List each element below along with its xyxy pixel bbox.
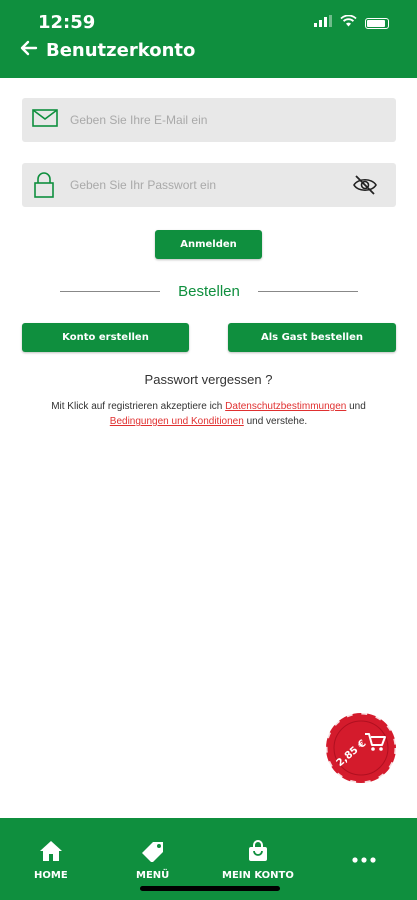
status-icons <box>314 14 389 32</box>
terms-suffix: und verstehe. <box>243 416 308 427</box>
envelope-icon <box>32 108 58 133</box>
nav-menu-label: MENÜ <box>136 870 170 881</box>
more-dots-icon <box>352 850 376 868</box>
conditions-link[interactable]: Bedingungen und Konditionen <box>109 416 244 427</box>
create-account-button[interactable]: Konto erstellen <box>22 323 189 352</box>
nav-home[interactable] <box>34 840 68 881</box>
terms-prefix: Mit Klick auf registrieren akzeptiere ich <box>51 401 226 412</box>
nav-account-label: MEIN KONTO <box>222 870 294 881</box>
privacy-link[interactable]: Datenschutzbestimmungen <box>225 401 347 412</box>
nav-more[interactable] <box>352 850 376 868</box>
divider-line-right <box>258 291 358 292</box>
nav-home-label: HOME <box>34 870 68 881</box>
order-divider-label: Bestellen <box>178 283 240 300</box>
forgot-password-link[interactable]: Passwort vergessen ? <box>144 372 273 387</box>
password-field[interactable] <box>22 163 396 207</box>
eye-off-icon[interactable] <box>352 174 378 201</box>
battery-icon <box>365 18 389 29</box>
home-indicator <box>140 886 280 891</box>
lock-icon <box>34 172 54 203</box>
nav-menu[interactable] <box>136 840 169 881</box>
signal-icon <box>314 14 332 32</box>
page-title: Benutzerkonto <box>46 40 196 61</box>
email-field[interactable] <box>22 98 396 142</box>
terms-middle: und <box>346 401 366 412</box>
tag-icon <box>140 840 166 867</box>
wifi-icon <box>340 14 357 32</box>
login-button[interactable]: Anmelden <box>155 230 262 259</box>
home-icon <box>39 840 63 867</box>
app-header <box>0 0 417 78</box>
password-input[interactable] <box>70 163 340 207</box>
guest-order-button[interactable]: Als Gast bestellen <box>228 323 396 352</box>
back-arrow-icon[interactable] <box>20 40 38 61</box>
status-time: 12:59 <box>38 12 96 33</box>
terms-text <box>18 399 399 429</box>
cart-price: 2,85 € <box>334 737 369 770</box>
cart-button[interactable] <box>325 712 397 784</box>
order-divider <box>60 282 358 302</box>
shopping-bag-icon <box>247 840 269 867</box>
nav-account[interactable] <box>222 840 294 881</box>
email-input[interactable] <box>70 98 340 142</box>
